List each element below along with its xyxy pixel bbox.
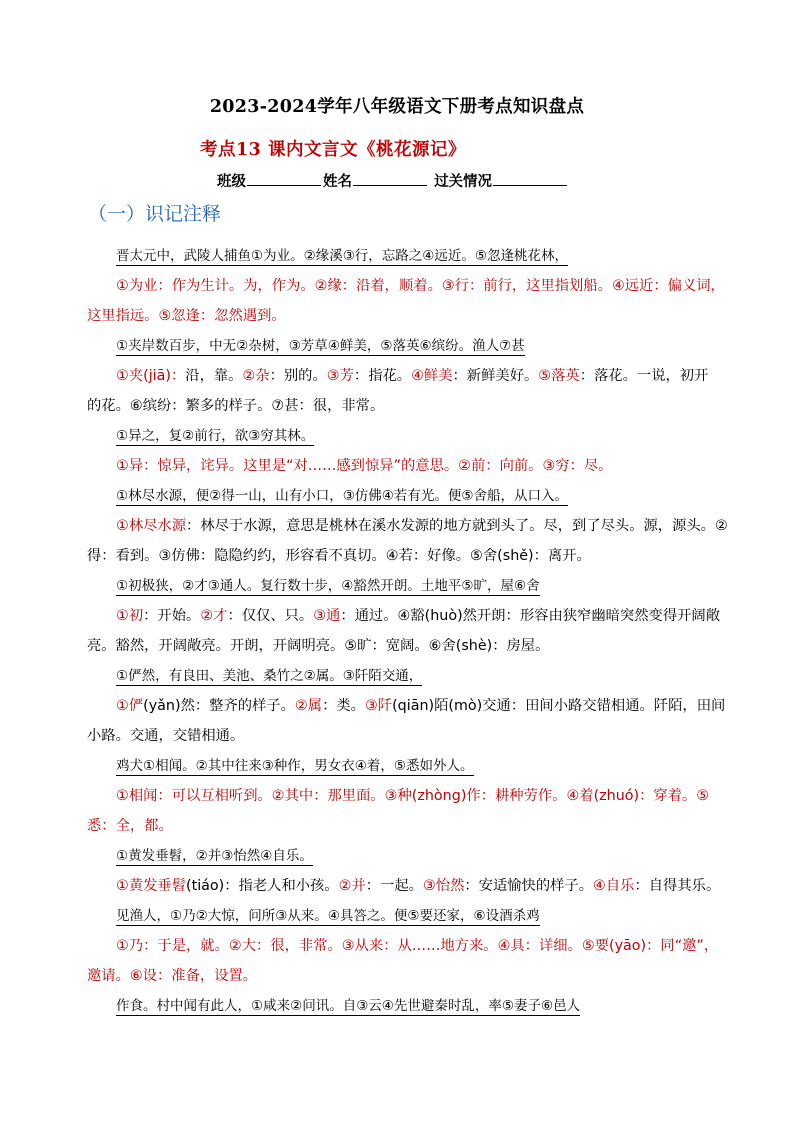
annotation-line: 邀请。⑥设：准备，设置。 [87, 968, 258, 984]
annotation-line: ①林尽水源：林尽于水源，意思是桃林在溪水发源的地方就到头了。尽，到了尽头。源，源头。② [116, 518, 728, 534]
source-line: 鸡犬①相闻。②其中往来③种作，男女衣④着，⑤悉如外人。 [116, 758, 474, 774]
annotation-line: ①夹(jiā)：沿，靠。②杂：别的。③芳：指花。④鲜美：新鲜美好。⑤落英：落花。一说，初开 [116, 368, 709, 384]
page-title: 2023-2024学年八年级语文下册考点知识盘点 [209, 97, 585, 117]
annotation-body [87, 241, 728, 1021]
source-line: ①黄发垂髫，②并③怡然④自乐。 [116, 848, 313, 864]
source-line: ①俨然，有良田、美池、桑竹之②属。③阡陌交通， [116, 668, 423, 684]
source-line: ①夹岸数百步，中无②杂树，③芳草④鲜美，⑤落英⑥缤纷。渔人⑦甚 [116, 338, 525, 354]
source-line: 见渔人，①乃②大惊，问所③从来。④具答之。便⑤要还家，⑥设酒杀鸡 [116, 908, 540, 924]
status-blank[interactable] [493, 171, 567, 186]
source-line: 作食。村中闻有此人，①咸来②问讯。自③云④先世避秦时乱，率⑤妻子⑥邑人 [116, 998, 581, 1014]
name-blank[interactable] [353, 171, 427, 186]
annotation-line: 小路。交通，交错相通。 [87, 728, 245, 744]
annotation-line: 得：看到。③仿佛：隐隐约约，形容看不真切。④若：好像。⑤舍(shě)：离开。 [87, 548, 591, 564]
class-label: 班级 [217, 173, 246, 190]
annotation-line: 这里指远。⑤忽逢：忽然遇到。 [87, 308, 286, 324]
page-subtitle: 考点13 课内文言文《桃花源记》 [200, 140, 466, 160]
annotation-line: 的花。⑥缤纷：繁多的样子。⑦甚：很，非常。 [87, 398, 385, 414]
section-heading: （一）识记注释 [88, 203, 222, 225]
annotation-line: 悉：全，都。 [87, 818, 173, 834]
source-line: ①林尽水源，便②得一山，山有小口，③仿佛④若有光。便⑤舍船，从口入。 [116, 488, 569, 504]
annotation-line: ①异：惊异，诧异。这里是“对……感到惊异”的意思。②前：向前。③穷：尽。 [116, 458, 613, 474]
annotation-line: 亮。豁然，开阔敞亮。开朗，开阔明亮。⑤旷：宽阔。⑥舍(shè)：房屋。 [87, 638, 550, 654]
source-line: 晋太元中，武陵人捕鱼①为业。②缘溪③行，忘路之④远近。⑤忽逢桃花林， [116, 248, 569, 264]
source-line: ①异之，复②前行，欲③穷其林。 [116, 428, 315, 444]
class-blank[interactable] [247, 171, 321, 186]
annotation-line: ①乃：于是，就。②大：很，非常。③从来：从……地方来。④具：详细。⑤要(yāo)：同“邀”， [116, 938, 719, 954]
name-label: 姓名 [323, 173, 352, 190]
annotation-line: ①相闻：可以互相听到。②其中：那里面。③种(zhòng)作：耕种劳作。④着(zhuó)：穿着。⑤ [116, 788, 710, 804]
status-label: 过关情况 [434, 173, 493, 190]
student-info-line [217, 170, 569, 191]
source-line: ①初极狭，②才③通人。复行数十步，④豁然开朗。土地平⑤旷，屋⑥舍 [116, 578, 540, 594]
annotation-line: ①黄发垂髫(tiáo)：指老人和小孩。②并：一起。③怡然：安适愉快的样子。④自乐：自得其乐。 [116, 878, 721, 894]
annotation-line: ①俨(yǎn)然：整齐的样子。②属：类。③阡(qiān)陌(mò)交通：田间小路交错相通。阡陌，田间 [116, 698, 726, 714]
annotation-line: ①初：开始。②才：仅仅、只。③通：通过。④豁(huò)然开朗：形容由狭窄幽暗突然变得开阔敞 [116, 608, 721, 624]
annotation-line: ①为业：作为生计。为，作为。②缘：沿着，顺着。③行：前行，这里指划船。④远近：偏义词， [116, 278, 725, 294]
